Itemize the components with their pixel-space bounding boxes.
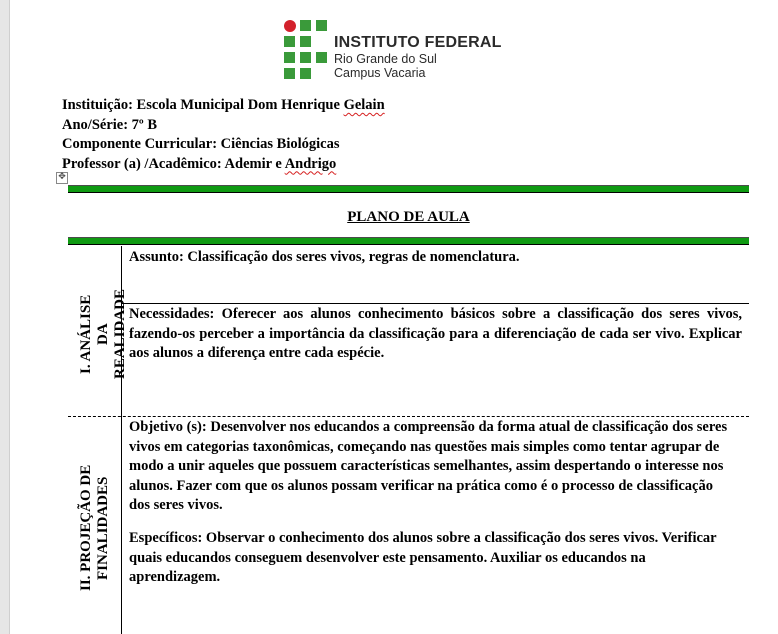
logo-text: [334, 34, 502, 80]
table-row-divider: [121, 303, 749, 304]
table-move-handle-icon[interactable]: ✥: [56, 172, 68, 184]
spelling-flag: Andrigo: [284, 155, 337, 172]
professor-line: Professor (a) /Acadêmico: Ademir e Andrigo: [62, 155, 337, 172]
green-rule-top: [68, 185, 749, 193]
assunto-cell[interactable]: Assunto: Classificação dos seres vivos, regras de nomenclatura.: [129, 249, 520, 265]
green-rule-bottom: [68, 237, 749, 245]
section-title-analise: I. ANÁLISE DA REALIDADE: [78, 289, 128, 380]
logo-mark: [284, 20, 328, 80]
instituicao-line: Instituição: Escola Municipal Dom Henrique Gelain: [62, 97, 385, 113]
page-margin: [0, 0, 10, 634]
logo-line-2: Rio Grande do Sul: [334, 52, 437, 66]
especificos-cell[interactable]: Específicos: Observar o conhecimento dos alunos sobre a classificação dos seres vivos. Verificar quais educandos conseguem desenvolver este pensamento. Auxiliar os educandos na aprendizagem.: [129, 530, 717, 585]
institution-logo: [284, 20, 524, 84]
objetivo-cell[interactable]: Objetivo (s): Desenvolver nos educandos a compreensão da forma atual de classificação dos seres vivos em categorias taxonômicas, começando nas questões mais simples como tentar agrupar de modo a unir aqueles que possuem características semelhantes, assim despertando o interesse nos alunos. Fazer com que os alunos possam verificar na prática como é o processo de classificação dos seres vivos.: [129, 419, 728, 513]
componente-line: Componente Curricular: Ciências Biológicas: [62, 136, 340, 152]
logo-line-3: Campus Vacaria: [334, 66, 426, 80]
section-break-line: [68, 416, 749, 417]
logo-line-1: INSTITUTO FEDERAL: [334, 34, 502, 51]
header-info: [62, 96, 385, 174]
necessidades-cell[interactable]: Necessidades: Oferecer aos alunos conhecimento básicos sobre a classificação dos seres vivos, fazendo-os perceber a importância da classificação para a diferenciação de cada ser vivo. Explicar aos alunos a diferença entre cada espécie.: [129, 306, 742, 361]
spelling-flag: Gelain: [343, 97, 385, 113]
logo-red-dot: [284, 20, 296, 32]
plan-title: PLANO DE AULA: [347, 209, 470, 225]
section-title-projecao: II. PROJEÇÃO DE FINALIDADES: [78, 464, 111, 592]
ano-serie-line: Ano/Série: 7º B: [62, 116, 158, 133]
